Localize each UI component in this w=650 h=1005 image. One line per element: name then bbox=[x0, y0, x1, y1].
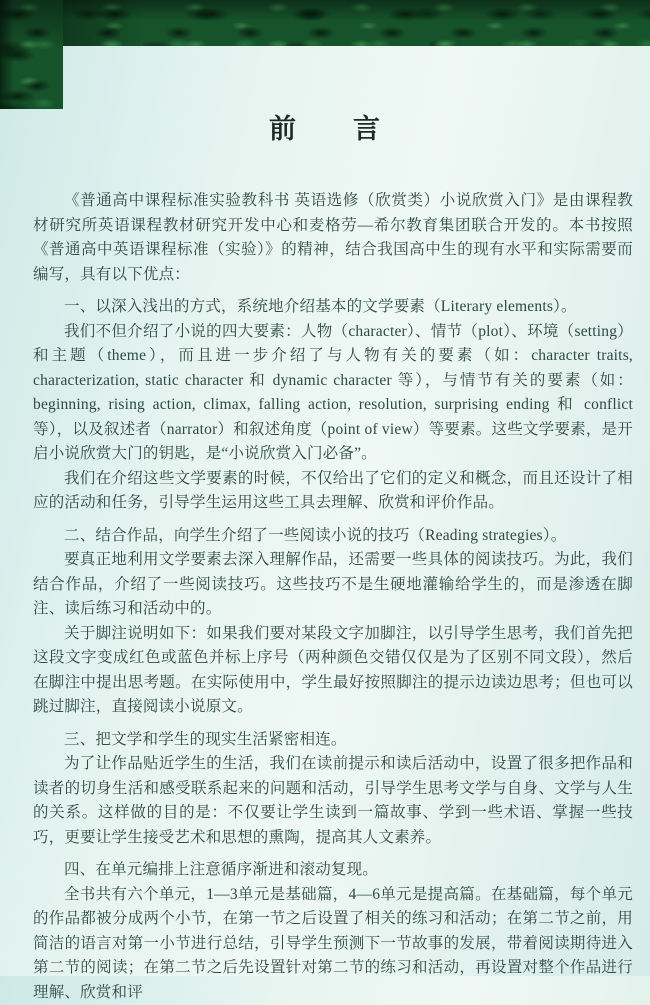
section-2-heading: 二、结合作品，向学生介绍了一些阅读小说的技巧（Reading strategies）。 bbox=[33, 524, 633, 549]
section-1-paragraph-1: 我们不但介绍了小说的四大要素：人物（character）、情节（plot）、环境（setting）和主题（theme），而且进一步介绍了与人物有关的要素（如：character traits, characterization, static character 和 dynamic character 等），与情节有关的要素（如：beginning, rising action, climax, falling action, resolution, surprising ending 和 conflict 等），以及叙述者（narrator）和叙述角度（point of view）等要素。这些文学要素，是开启小说欣赏大门的钥匙，是“小说欣赏入门必备”。 bbox=[33, 320, 633, 467]
section-4-paragraph-1: 全书共有六个单元，1—3单元是基础篇，4—6单元是提高篇。在基础篇，每个单元的作品都被分成两个小节，在第一节之后设置了相关的练习和活动；在第二节之前，用简洁的语言对第一小节进行总结，引导学生预测下一节故事的发展，带着阅读期待进入第二节的阅读；在第二节之后先设置针对第二节的练习和活动，再设置对整个作品进行理解、欣赏和评 bbox=[33, 883, 633, 1005]
section-1-heading: 一、以深入浅出的方式，系统地介绍基本的文学要素（Literary elements）。 bbox=[33, 295, 633, 320]
intro-paragraph: 《普通高中课程标准实验教科书 英语选修（欣赏类）小说欣赏入门》是由课程教材研究所英语课程教材研究开发中心和麦格劳—希尔教育集团联合开发的。本书按照《普通高中英语课程标准（实验）》的精神，结合我国高中生的现有水平和实际需要而编写，具有以下优点： bbox=[33, 189, 633, 287]
section-1-paragraph-2: 我们在介绍这些文学要素的时候，不仅给出了它们的定义和概念，而且还设计了相应的活动和任务，引导学生运用这些工具去理解、欣赏和评价作品。 bbox=[33, 467, 633, 516]
green-texture-band bbox=[0, 0, 650, 46]
section-2-paragraph-2: 关于脚注说明如下：如果我们要对某段文字加脚注，以引导学生思考，我们首先把这段文字变成红色或蓝色并标上序号（两种颜色交错仅仅是为了区别不同文段），然后在脚注中提出思考题。在实际使用中，学生最好按照脚注的提示边读边思考；但也可以跳过脚注，直接阅读小说原文。 bbox=[33, 622, 633, 720]
section-4-heading: 四、在单元编排上注意循序渐进和滚动复现。 bbox=[33, 858, 633, 883]
section-2-paragraph-1: 要真正地利用文学要素去深入理解作品，还需要一些具体的阅读技巧。为此，我们结合作品，介绍了一些阅读技巧。这些技巧不是生硬地灌输给学生的，而是渗透在脚注、读后练习和活动中的。 bbox=[33, 548, 633, 622]
preface-content bbox=[33, 189, 633, 1005]
green-texture-corner-block bbox=[0, 0, 63, 109]
section-3-heading: 三、把文学和学生的现实生活紧密相连。 bbox=[33, 728, 633, 753]
section-3-paragraph-1: 为了让作品贴近学生的生活，我们在读前提示和读后活动中，设置了很多把作品和读者的切身生活和感受联系起来的问题和活动，引导学生思考文学与自身、文学与人生的关系。这样做的目的是：不仅要让学生读到一篇故事、学到一些术语、掌握一些技巧，更要让学生接受艺术和思想的熏陶，提高其人文素养。 bbox=[33, 752, 633, 850]
page-title: 前 言 bbox=[0, 0, 650, 144]
